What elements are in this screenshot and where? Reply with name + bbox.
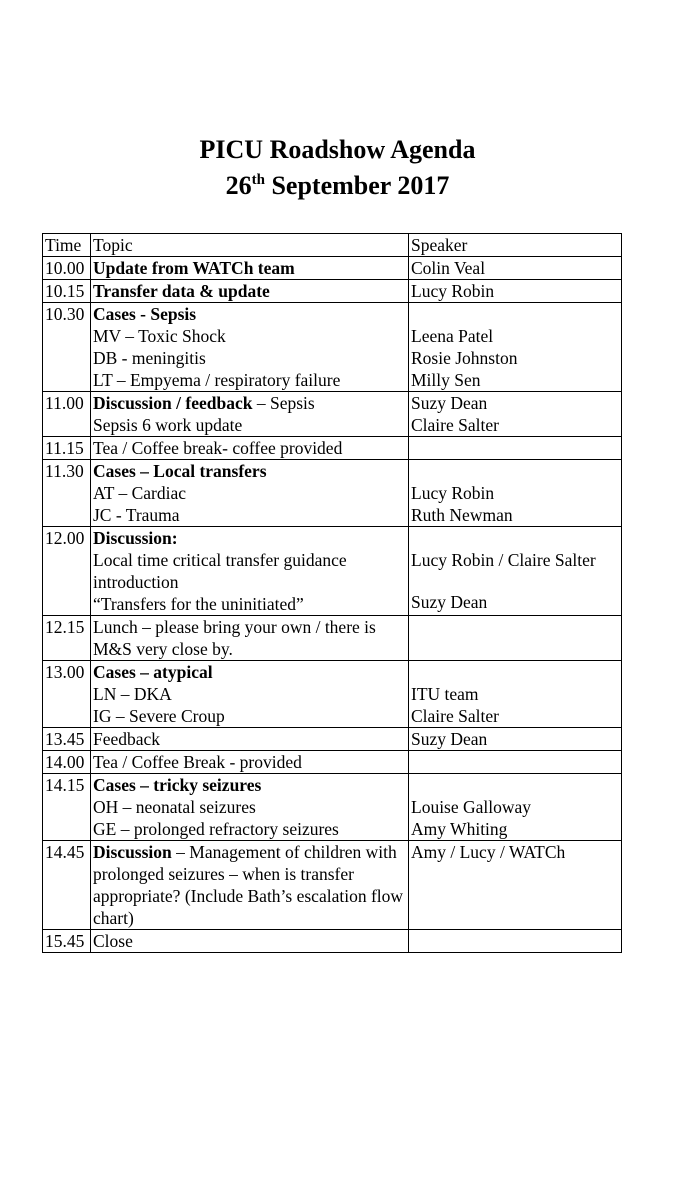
- table-row: [43, 616, 622, 661]
- topic-inline: – Management of children with prolonged seizures – when is transfer appropriate? (Include Bath’s escalation flow chart): [93, 842, 404, 928]
- row-topic: [91, 257, 409, 280]
- topic-bold: Cases – tricky seizures: [93, 775, 262, 795]
- table-row: [43, 774, 622, 841]
- row-speaker: Lucy Robin: [409, 280, 622, 303]
- topic-detail: OH – neonatal seizures GE – prolonged refractory seizures: [93, 797, 339, 839]
- row-speaker: Suzy Dean: [409, 728, 622, 751]
- row-time: 10.00: [43, 257, 91, 280]
- topic-detail: Sepsis 6 work update: [93, 415, 243, 435]
- date-suffix: th: [251, 172, 265, 188]
- row-time: 13.00: [43, 661, 91, 728]
- row-speaker: [409, 774, 622, 841]
- row-time: 15.45: [43, 930, 91, 953]
- table-row: [43, 437, 622, 460]
- topic-bold: Discussion: [93, 842, 172, 862]
- speaker-list: Louise Galloway Amy Whiting: [411, 797, 532, 839]
- row-topic: Feedback: [91, 728, 409, 751]
- row-speaker: Amy / Lucy / WATCh: [409, 841, 622, 930]
- row-time: 12.15: [43, 616, 91, 661]
- row-time: 11.30: [43, 460, 91, 527]
- table-row: [43, 303, 622, 392]
- table-row: [43, 661, 622, 728]
- table-row: [43, 728, 622, 751]
- table-row: [43, 392, 622, 437]
- row-time: 11.15: [43, 437, 91, 460]
- row-speaker: [409, 460, 622, 527]
- topic-detail: LN – DKA IG – Severe Croup: [93, 684, 225, 726]
- speaker-list: ITU team Claire Salter: [411, 684, 499, 726]
- table-row: [43, 280, 622, 303]
- date-rest: September 2017: [264, 171, 450, 200]
- topic-detail: AT – Cardiac JC - Trauma: [93, 483, 186, 525]
- row-speaker: Colin Veal: [409, 257, 622, 280]
- table-row: [43, 841, 622, 930]
- row-time: 10.15: [43, 280, 91, 303]
- row-topic: Lunch – please bring your own / there is M&S very close by.: [91, 616, 409, 661]
- row-speaker: [409, 930, 622, 953]
- row-topic: [91, 527, 409, 616]
- row-time: 10.30: [43, 303, 91, 392]
- table-row: [43, 751, 622, 774]
- speaker-list: Leena Patel Rosie Johnston Milly Sen: [411, 326, 518, 390]
- row-speaker: [409, 751, 622, 774]
- row-time: 14.45: [43, 841, 91, 930]
- row-time: 12.00: [43, 527, 91, 616]
- row-topic: [91, 392, 409, 437]
- row-speaker: [409, 437, 622, 460]
- row-speaker: [409, 527, 622, 616]
- date-day: 26: [225, 171, 252, 200]
- speaker-list: Lucy Robin Ruth Newman: [411, 483, 513, 525]
- row-speaker: [409, 661, 622, 728]
- topic-detail: MV – Toxic Shock DB - meningitis LT – Empyema / respiratory failure: [93, 326, 341, 390]
- page-date: [0, 171, 675, 205]
- speaker-b: Suzy Dean: [411, 592, 488, 612]
- row-topic: Tea / Coffee Break - provided: [91, 751, 409, 774]
- header-time: Time: [43, 234, 91, 257]
- row-topic: [91, 774, 409, 841]
- row-speaker: Suzy Dean Claire Salter: [409, 392, 622, 437]
- row-topic: [91, 661, 409, 728]
- header-speaker: Speaker: [409, 234, 622, 257]
- table-header-row: [43, 234, 622, 257]
- topic-bold: Discussion:: [93, 528, 178, 548]
- row-time: 14.00: [43, 751, 91, 774]
- table-row: [43, 460, 622, 527]
- header-topic: Topic: [91, 234, 409, 257]
- table-row: [43, 257, 622, 280]
- row-topic: [91, 280, 409, 303]
- row-speaker: [409, 616, 622, 661]
- row-topic: [91, 303, 409, 392]
- row-topic: [91, 460, 409, 527]
- topic-bold: Cases – atypical: [93, 662, 213, 682]
- row-topic: Tea / Coffee break- coffee provided: [91, 437, 409, 460]
- topic-bold: Update from WATCh team: [93, 258, 295, 278]
- topic-bold: Discussion / feedback: [93, 393, 253, 413]
- row-time: 14.15: [43, 774, 91, 841]
- row-time: 11.00: [43, 392, 91, 437]
- topic-bold: Cases - Sepsis: [93, 304, 197, 324]
- row-time: 13.45: [43, 728, 91, 751]
- speaker-a: Lucy Robin / Claire Salter: [411, 550, 596, 570]
- table-row: [43, 527, 622, 616]
- row-topic: [91, 841, 409, 930]
- topic-bold: Cases – Local transfers: [93, 461, 267, 481]
- topic-inline: – Sepsis: [252, 393, 315, 413]
- page-title: PICU Roadshow Agenda: [199, 135, 476, 164]
- table-row: [43, 930, 622, 953]
- agenda-table: [42, 233, 622, 953]
- topic-bold: Transfer data & update: [93, 281, 270, 301]
- row-topic: Close: [91, 930, 409, 953]
- row-speaker: [409, 303, 622, 392]
- topic-detail: Local time critical transfer guidance introduction “Transfers for the uninitiated”: [93, 550, 347, 614]
